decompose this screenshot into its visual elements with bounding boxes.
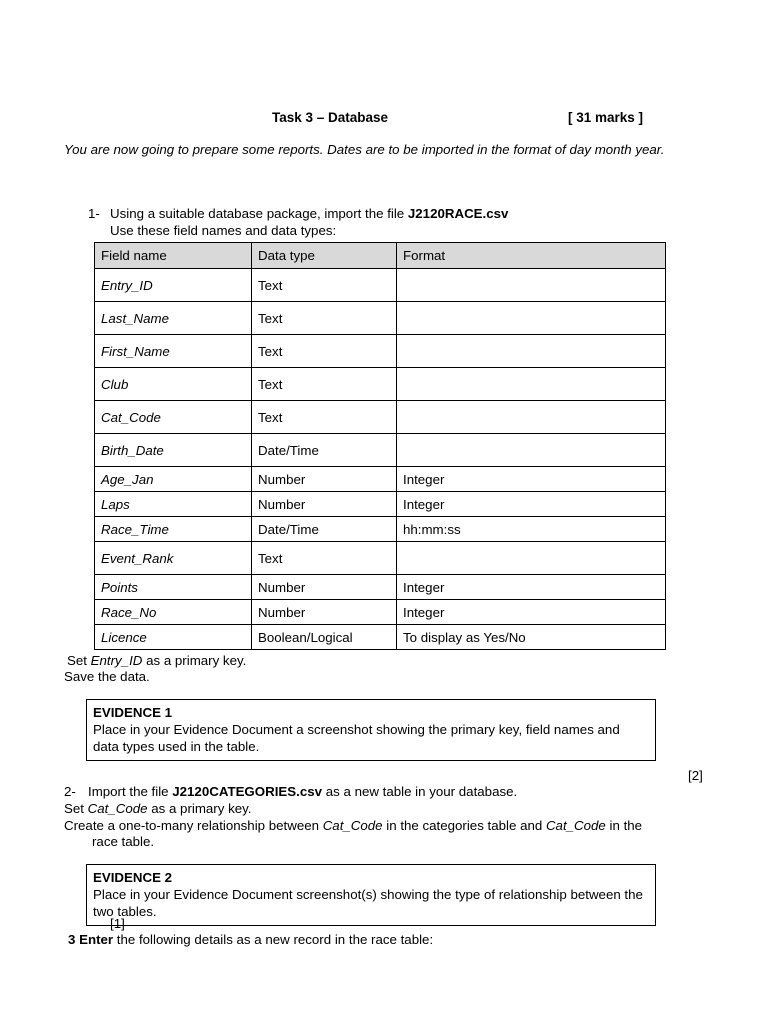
field-name-cell: Licence [95, 625, 252, 650]
q2c-field-1: Cat_Code [322, 818, 383, 833]
data-type-cell: Number [252, 575, 397, 600]
data-type-cell: Number [252, 467, 397, 492]
format-cell: Integer [397, 600, 666, 625]
table-row [95, 542, 666, 575]
data-type-cell: Text [252, 542, 397, 575]
q2c-pre: Create a one-to-many relationship between [64, 818, 323, 833]
format-cell [397, 302, 666, 335]
question-1-number: 1- [88, 206, 100, 221]
question-2-marks: [1] [110, 916, 125, 931]
format-cell [397, 269, 666, 302]
question-1-file: J2120RACE.csv [407, 206, 509, 221]
intro-text: You are now going to prepare some reports. Dates are to be imported in the format of day month year. [64, 142, 665, 157]
field-name-cell: First_Name [95, 335, 252, 368]
format-cell [397, 542, 666, 575]
field-name-cell: Age_Jan [95, 467, 252, 492]
evidence-1-body: Place in your Evidence Document a screenshot showing the primary key, field names and data types used in the table. [93, 722, 620, 754]
field-definitions-table [94, 242, 666, 650]
header-field-name: Field name [95, 243, 252, 269]
q2b-pre: Set [64, 801, 88, 816]
question-2-number: 2- [64, 784, 76, 799]
table-row [95, 335, 666, 368]
table-row [95, 467, 666, 492]
q2c-post: in the [605, 818, 643, 833]
table-header-row [95, 243, 666, 269]
format-cell [397, 368, 666, 401]
field-name-cell: Race_Time [95, 517, 252, 542]
table-row [95, 434, 666, 467]
q2c-mid: in the categories table and [382, 818, 546, 833]
question-2-relationship-cont: race table. [92, 834, 155, 849]
format-cell [397, 434, 666, 467]
pk-pre: Set [67, 653, 91, 668]
format-cell [397, 335, 666, 368]
data-type-cell: Date/Time [252, 434, 397, 467]
table-row [95, 517, 666, 542]
field-name-cell: Event_Rank [95, 542, 252, 575]
data-type-cell: Text [252, 401, 397, 434]
task-marks: [ 31 marks ] [568, 110, 644, 125]
q2a-pre: Import the file [88, 784, 173, 799]
pk-post: as a primary key. [142, 653, 247, 668]
question-2-import [64, 784, 517, 799]
question-1-marks: [2] [688, 768, 703, 783]
data-type-cell: Text [252, 269, 397, 302]
field-name-cell: Points [95, 575, 252, 600]
table-row [95, 492, 666, 517]
save-instruction: Save the data. [64, 669, 150, 684]
q2a-post: as a new table in your database. [322, 784, 518, 799]
field-name-cell: Birth_Date [95, 434, 252, 467]
question-2-relationship [64, 817, 704, 834]
format-cell: Integer [397, 575, 666, 600]
format-cell: hh:mm:ss [397, 517, 666, 542]
task-title: Task 3 – Database [272, 110, 389, 125]
format-cell: Integer [397, 467, 666, 492]
question-1-subtext: Use these field names and data types: [110, 223, 337, 238]
field-name-cell: Cat_Code [95, 401, 252, 434]
question-3 [68, 932, 433, 947]
header-format: Format [397, 243, 666, 269]
field-name-cell: Last_Name [95, 302, 252, 335]
table-row [95, 368, 666, 401]
format-cell: Integer [397, 492, 666, 517]
evidence-2-body: Place in your Evidence Document screenshot(s) showing the type of relationship between the two tables. [93, 887, 643, 919]
question-2-primary-key [64, 801, 251, 816]
table-row [95, 625, 666, 650]
format-cell [397, 401, 666, 434]
data-type-cell: Text [252, 335, 397, 368]
data-type-cell: Text [252, 302, 397, 335]
format-cell: To display as Yes/No [397, 625, 666, 650]
evidence-1-title: EVIDENCE 1 [93, 705, 173, 720]
q2b-post: as a primary key. [147, 801, 252, 816]
field-name-cell: Laps [95, 492, 252, 517]
header-data-type: Data type [252, 243, 397, 269]
pk-field: Entry_ID [90, 653, 143, 668]
q2b-field: Cat_Code [87, 801, 148, 816]
question-3-verb: Enter [75, 932, 114, 947]
field-name-cell: Club [95, 368, 252, 401]
data-type-cell: Boolean/Logical [252, 625, 397, 650]
data-type-cell: Number [252, 492, 397, 517]
evidence-1-box [86, 699, 656, 761]
table-row [95, 302, 666, 335]
data-type-cell: Number [252, 600, 397, 625]
evidence-2-box [86, 864, 656, 926]
q2a-file: J2120CATEGORIES.csv [172, 784, 323, 799]
data-type-cell: Date/Time [252, 517, 397, 542]
table-row [95, 575, 666, 600]
evidence-2-title: EVIDENCE 2 [93, 870, 173, 885]
question-3-number: 3 [68, 932, 76, 947]
q2c-field-2: Cat_Code [545, 818, 606, 833]
primary-key-instruction [67, 653, 246, 668]
question-3-text: the following details as a new record in the race table: [113, 932, 434, 947]
table-row [95, 600, 666, 625]
table-row [95, 269, 666, 302]
field-name-cell: Entry_ID [95, 269, 252, 302]
data-type-cell: Text [252, 368, 397, 401]
field-name-cell: Race_No [95, 600, 252, 625]
table-row [95, 401, 666, 434]
question-1-text: Using a suitable database package, import the file [110, 206, 408, 221]
question-1 [88, 206, 508, 221]
